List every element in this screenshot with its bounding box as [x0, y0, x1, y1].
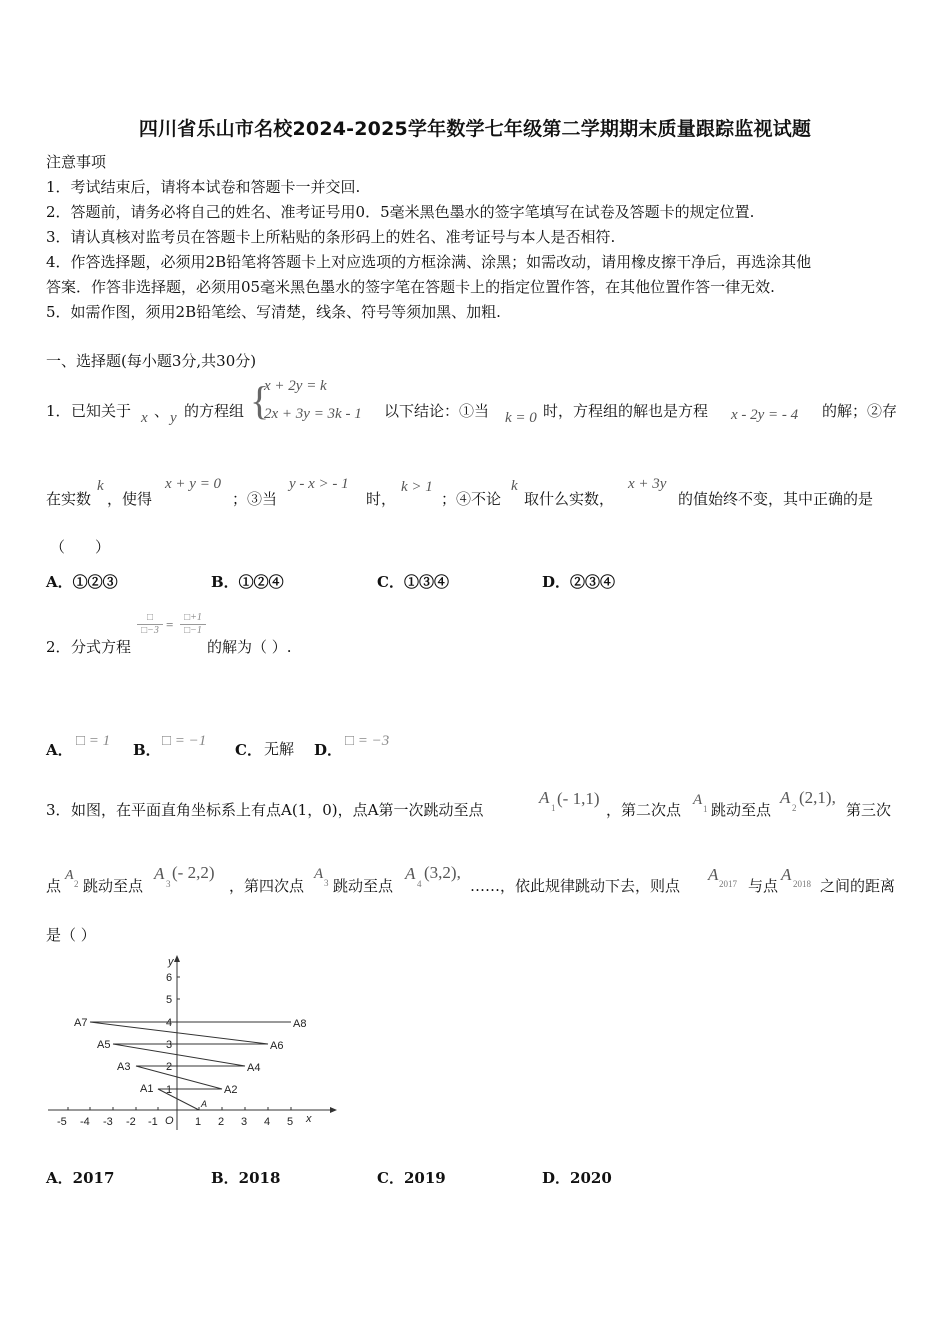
q3-text: 如图，在平面直角坐标系上有点A(1，0)，点A第一次跳动至点	[71, 801, 484, 819]
y-axis-arrow	[174, 955, 180, 962]
q1-var-y: y	[170, 410, 177, 426]
coordinate: (- 2,2)	[172, 863, 215, 882]
q1-option-d[interactable]: D．②③④	[542, 573, 616, 591]
x-axis-label: x	[306, 1113, 312, 1125]
point-label: A	[539, 788, 550, 807]
q1-option-b[interactable]: B．①②④	[211, 573, 284, 591]
notice-heading: 注意事项	[46, 153, 107, 171]
q3-text: 跳动至点	[711, 801, 772, 819]
y-tick-label: 3	[166, 1039, 173, 1051]
point-a6-label: A6	[270, 1040, 284, 1052]
q1-text: ；④不论	[441, 490, 502, 508]
notice-item: 答案．作答非选择题，必须用05毫米黑色墨水的签字笔在答题卡上的指定位置作答，在其他位置作答一律无效.	[46, 278, 775, 296]
q3-text: ，第二次点	[606, 801, 682, 819]
y-tick-label: 2	[166, 1061, 173, 1073]
subscript: 4	[417, 879, 422, 889]
notice-item: 5．如需作图，须用2B铅笔绘、写清楚，线条、符号等须加黑、加粗.	[46, 303, 501, 321]
x-tick-label: 2	[218, 1116, 225, 1128]
q3-text: 跳动至点	[83, 877, 144, 895]
y-axis-label: y	[168, 956, 174, 968]
q1-math: y - x > - 1	[289, 476, 349, 492]
coordinate: (- 1,1)	[557, 789, 600, 808]
q2-option-b-math[interactable]: □ = −1	[162, 733, 207, 749]
q3-option-b[interactable]: B．2018	[211, 1169, 281, 1187]
x-tick-label: 3	[241, 1116, 248, 1128]
q1-math: k	[97, 478, 104, 494]
notice-item: 3．请认真核对监考员在答题卡上所粘贴的条形码上的姓名、准考证号与本人是否相符.	[46, 228, 616, 246]
q1-text: 时，	[366, 490, 397, 508]
origin-label: O	[165, 1115, 174, 1127]
q2-text: 的解为（ ）.	[207, 638, 292, 656]
q3-text: ……，依此规律跳动下去，则点	[470, 877, 681, 895]
q2-equals: =	[166, 617, 174, 632]
coordinate-graph	[40, 952, 340, 1142]
section-heading: 一、选择题(每小题3分,共30分)	[46, 352, 257, 370]
q1-text: 的值始终不变，其中正确的是	[678, 490, 874, 508]
notice-item: 1．考试结束后，请将本试卷和答题卡一并交回.	[46, 178, 361, 196]
q1-sep: 、	[154, 402, 170, 420]
q1-math: k > 1	[401, 479, 433, 495]
point-a7-label: A7	[74, 1017, 88, 1029]
point-label: A	[405, 864, 416, 883]
q1-math: k = 0	[505, 410, 537, 426]
x-axis-arrow	[330, 1107, 337, 1113]
point-label: A	[314, 866, 324, 882]
x-tick-label: 4	[264, 1116, 271, 1128]
x-tick-label: 5	[287, 1116, 294, 1128]
point-label: A	[781, 865, 792, 884]
point-label: A	[693, 792, 703, 808]
q1-paren: （ ）	[50, 538, 111, 556]
q1-text: 的方程组	[184, 402, 245, 420]
q1-var-x: x	[141, 410, 148, 426]
x-tick-label: -3	[103, 1116, 113, 1128]
subscript: 1	[551, 803, 556, 813]
q3-text: 与点	[748, 877, 779, 895]
q3-number: 3．	[46, 801, 71, 819]
y-tick-label: 4	[166, 1017, 173, 1029]
q2-option-b-label[interactable]: B．	[133, 741, 161, 759]
point-a-label: A	[201, 1099, 208, 1109]
q1-text: 以下结论：①当	[384, 402, 490, 420]
q1-text: ，使得	[107, 490, 153, 508]
q2-option-d-label[interactable]: D．	[314, 741, 343, 759]
point-a3-label: A3	[117, 1061, 131, 1073]
subscript: 1	[703, 804, 708, 814]
q3-text: 之间的距离	[820, 877, 896, 895]
x-tick-label: -1	[148, 1116, 158, 1128]
subscript: 2	[74, 879, 79, 889]
q3-option-d[interactable]: D．2020	[542, 1169, 612, 1187]
q1-option-c[interactable]: C．①③④	[377, 573, 449, 591]
q1-option-a[interactable]: A．①②③	[46, 573, 118, 591]
q1-text: 时，方程组的解也是方程	[543, 402, 709, 420]
point-a4-label: A4	[247, 1062, 261, 1074]
q1-math: k	[511, 478, 518, 494]
point-label: A	[708, 865, 719, 884]
coordinate: (2,1),	[799, 788, 836, 807]
notice-item: 2．答题前，请务必将自己的姓名、准考证号用0．5毫米黑色墨水的签字笔填写在试卷及答题卡的规定位置.	[46, 203, 755, 221]
fraction-numerator: □+1	[180, 612, 206, 625]
x-tick-label: -5	[57, 1116, 67, 1128]
y-tick-label: 5	[166, 994, 173, 1006]
system-brace: {	[250, 378, 270, 423]
x-tick-label: -2	[126, 1116, 136, 1128]
subscript: 2017	[719, 879, 737, 889]
q3-text: ，第四次点	[229, 877, 305, 895]
notice-item: 4．作答选择题，必须用2B铅笔将答题卡上对应选项的方框涂满、涂黑；如需改动，请用橡皮擦干净后，再选涂其他	[46, 253, 812, 271]
q3-text: 跳动至点	[333, 877, 394, 895]
q1-text: 取什么实数，	[524, 490, 615, 508]
q1-number: 1．	[46, 402, 71, 420]
q3-option-a[interactable]: A．2017	[46, 1169, 115, 1187]
q3-text: 点	[46, 877, 62, 895]
subscript: 2018	[793, 879, 811, 889]
q2-number: 2．	[46, 638, 71, 656]
point-a1-label: A1	[140, 1083, 154, 1095]
fraction-denominator: □−1	[184, 625, 202, 636]
q1-text: 的解；②存	[822, 402, 898, 420]
point-a2-label: A2	[224, 1084, 238, 1096]
q1-math: x + y = 0	[165, 476, 222, 492]
y-tick-label: 1	[166, 1084, 173, 1096]
q1-math: x + 3y	[628, 476, 667, 492]
q1-text: ；③当	[232, 490, 278, 508]
point-a5-label: A5	[97, 1039, 111, 1051]
x-tick-label: 1	[195, 1116, 202, 1128]
q2-option-a-label[interactable]: A．	[46, 741, 73, 759]
q1-text: 在实数	[46, 490, 92, 508]
subscript: 2	[792, 803, 797, 813]
q3-text: 第三次	[846, 801, 892, 819]
q3-text: 是（ ）	[46, 926, 96, 944]
x-tick-label: -4	[80, 1116, 90, 1128]
subscript: 3	[324, 878, 329, 888]
coordinate: (3,2),	[424, 863, 461, 882]
page-title: 四川省乐山市名校2024-2025学年数学七年级第二学期期末质量跟踪监视试题	[138, 118, 812, 140]
q2-option-c-text[interactable]: 无解	[264, 740, 295, 758]
q1-math: x - 2y = - 4	[731, 407, 799, 423]
q2-text: 分式方程	[71, 638, 132, 656]
q1-text: 已知关于	[71, 402, 132, 420]
point-a8-label: A8	[293, 1018, 307, 1030]
point-label: A	[65, 868, 74, 883]
fraction-denominator: □−3	[141, 625, 159, 636]
y-tick-label: 6	[166, 972, 173, 984]
subscript: 3	[166, 879, 171, 889]
point-label: A	[780, 788, 791, 807]
q2-option-c-label[interactable]: C．	[235, 741, 262, 759]
fraction-numerator: □	[137, 612, 163, 625]
q1-equation-2: 2x + 3y = 3k - 1	[264, 406, 362, 422]
q1-equation-1: x + 2y = k	[264, 378, 327, 394]
point-label: A	[154, 864, 165, 883]
q2-option-d-math[interactable]: □ = −3	[345, 733, 390, 749]
q2-option-a-math[interactable]: □ = 1	[76, 733, 111, 749]
q3-option-c[interactable]: C．2019	[377, 1169, 446, 1187]
